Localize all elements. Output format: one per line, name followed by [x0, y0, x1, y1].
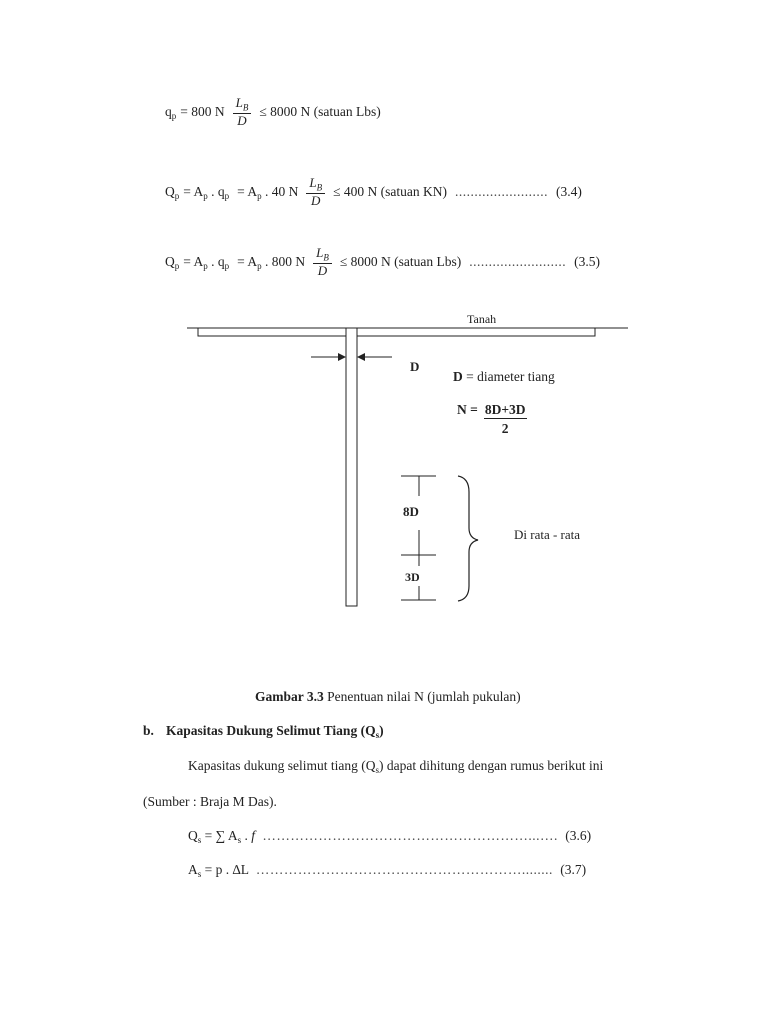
eq34-rhs-dot: . q [207, 183, 225, 199]
eq34-frac-num-sub: B [316, 182, 323, 193]
eq34-rhs1: = A [183, 183, 204, 199]
equation-3-6 [188, 828, 591, 845]
eq35-number: (3.5) [574, 254, 600, 270]
section-title: Kapasitas Dukung Selimut Tiang (Q [166, 723, 376, 738]
d-definition-text: = diameter tiang [462, 369, 555, 384]
eq35-frac-num: L [316, 245, 324, 260]
eq37-number: (3.7) [560, 862, 587, 877]
label-3d: 3D [405, 570, 420, 584]
eq34-rhs4: ≤ 400 N (satuan KN) [333, 184, 447, 200]
paragraph-line-2: (Sumber : Braja M Das). [143, 794, 277, 809]
eq-qp-frac-num-sub: B [242, 102, 249, 113]
eq36-a-sub: s [237, 835, 242, 845]
eq-qp-lhs: q [165, 103, 172, 119]
ground-slab [198, 328, 595, 336]
eq36-rhs2: . [241, 828, 252, 843]
figure-caption-number: Gambar 3.3 [255, 689, 324, 704]
d-arrowhead-right [357, 353, 365, 361]
label-8d: 8D [403, 504, 419, 519]
n-definition [457, 402, 527, 437]
eq37-rhs: = p . ∆L [201, 862, 249, 877]
section-heading-b [143, 723, 384, 740]
pile-shaft [346, 328, 357, 606]
eq36-lhs: Q [188, 828, 198, 843]
eq-qp-rhs1: = 800 N [180, 104, 225, 120]
eq34-rhs3: . 40 N [261, 183, 299, 199]
brace [458, 476, 478, 601]
paragraph-line-1 [188, 758, 603, 775]
eq35-a2-sub: p [257, 260, 262, 271]
paragraph-line-1-a: Kapasitas dukung selimut tiang (Q [188, 758, 376, 773]
eq35-rhs1: = A [183, 253, 204, 269]
d-arrowhead-left [338, 353, 346, 361]
brace-label: Di rata - rata [514, 527, 581, 542]
eq35-rhs-dot: . q [207, 253, 225, 269]
section-title-end: ) [379, 723, 384, 738]
eq35-lhs-sub: p [174, 260, 180, 271]
eq36-rhs: = ∑ A [201, 828, 238, 843]
eq34-number: (3.4) [556, 184, 582, 200]
eq34-frac-den: D [311, 192, 321, 208]
d-label: D [410, 359, 420, 374]
eq34-q-sub: p [224, 190, 230, 201]
eq35-frac-num-sub: B [323, 252, 329, 263]
n-definition-numerator: 8D+3D [484, 402, 526, 417]
eq34-lhs: Q [165, 183, 175, 199]
ground-label: Tanah [467, 312, 497, 326]
paragraph-line-1-sub: s [375, 765, 379, 775]
eq34-rhs2: = A [237, 183, 258, 199]
eq-qp-rhs2: ≤ 8000 N (satuan Lbs) [259, 104, 381, 120]
eq36-dots: …………………………………………………...…. [262, 828, 558, 843]
eq-qp-frac-num: L [235, 95, 243, 110]
figure-caption [255, 689, 521, 705]
eq34-frac-num: L [309, 175, 317, 190]
eq34-a-sub: p [203, 190, 208, 201]
eq36-lhs-sub: s [197, 835, 202, 845]
eq36-f: f [251, 828, 256, 843]
eq36-number: (3.6) [565, 828, 592, 843]
d-definition-symbol: D [453, 369, 463, 384]
eq34-lhs-sub: p [174, 190, 180, 201]
n-definition-denominator: 2 [501, 421, 509, 436]
eq-qp-frac-den: D [237, 112, 247, 128]
eq35-rhs4: ≤ 8000 N (satuan Lbs) [339, 254, 462, 270]
eq34-a2-sub: p [257, 190, 262, 201]
eq37-lhs: A [188, 862, 198, 877]
d-definition [453, 369, 555, 385]
eq34-dots: ........................ [455, 184, 548, 200]
eq-qp-lhs-sub: p [171, 110, 177, 121]
equation-3-7 [188, 862, 586, 879]
section-title-sub: s [375, 730, 380, 740]
n-definition-lhs: N = [457, 402, 478, 417]
figure-caption-text: Penentuan nilai N (jumlah pukulan) [323, 689, 521, 704]
eq35-rhs3: . 800 N [261, 253, 306, 269]
eq37-dots: …………………………………………………........ [255, 862, 553, 877]
eq35-dots: ......................... [469, 254, 567, 270]
section-marker: b. [143, 723, 154, 738]
eq35-a-sub: p [203, 260, 208, 271]
eq35-q-sub: p [224, 260, 230, 271]
eq35-frac-den: D [317, 262, 328, 278]
eq35-lhs: Q [165, 253, 175, 269]
eq37-lhs-sub: s [197, 869, 202, 879]
eq35-rhs2: = A [237, 253, 258, 269]
paragraph-line-1-b: ) dapat dihitung dengan rumus berikut ini [379, 758, 604, 773]
